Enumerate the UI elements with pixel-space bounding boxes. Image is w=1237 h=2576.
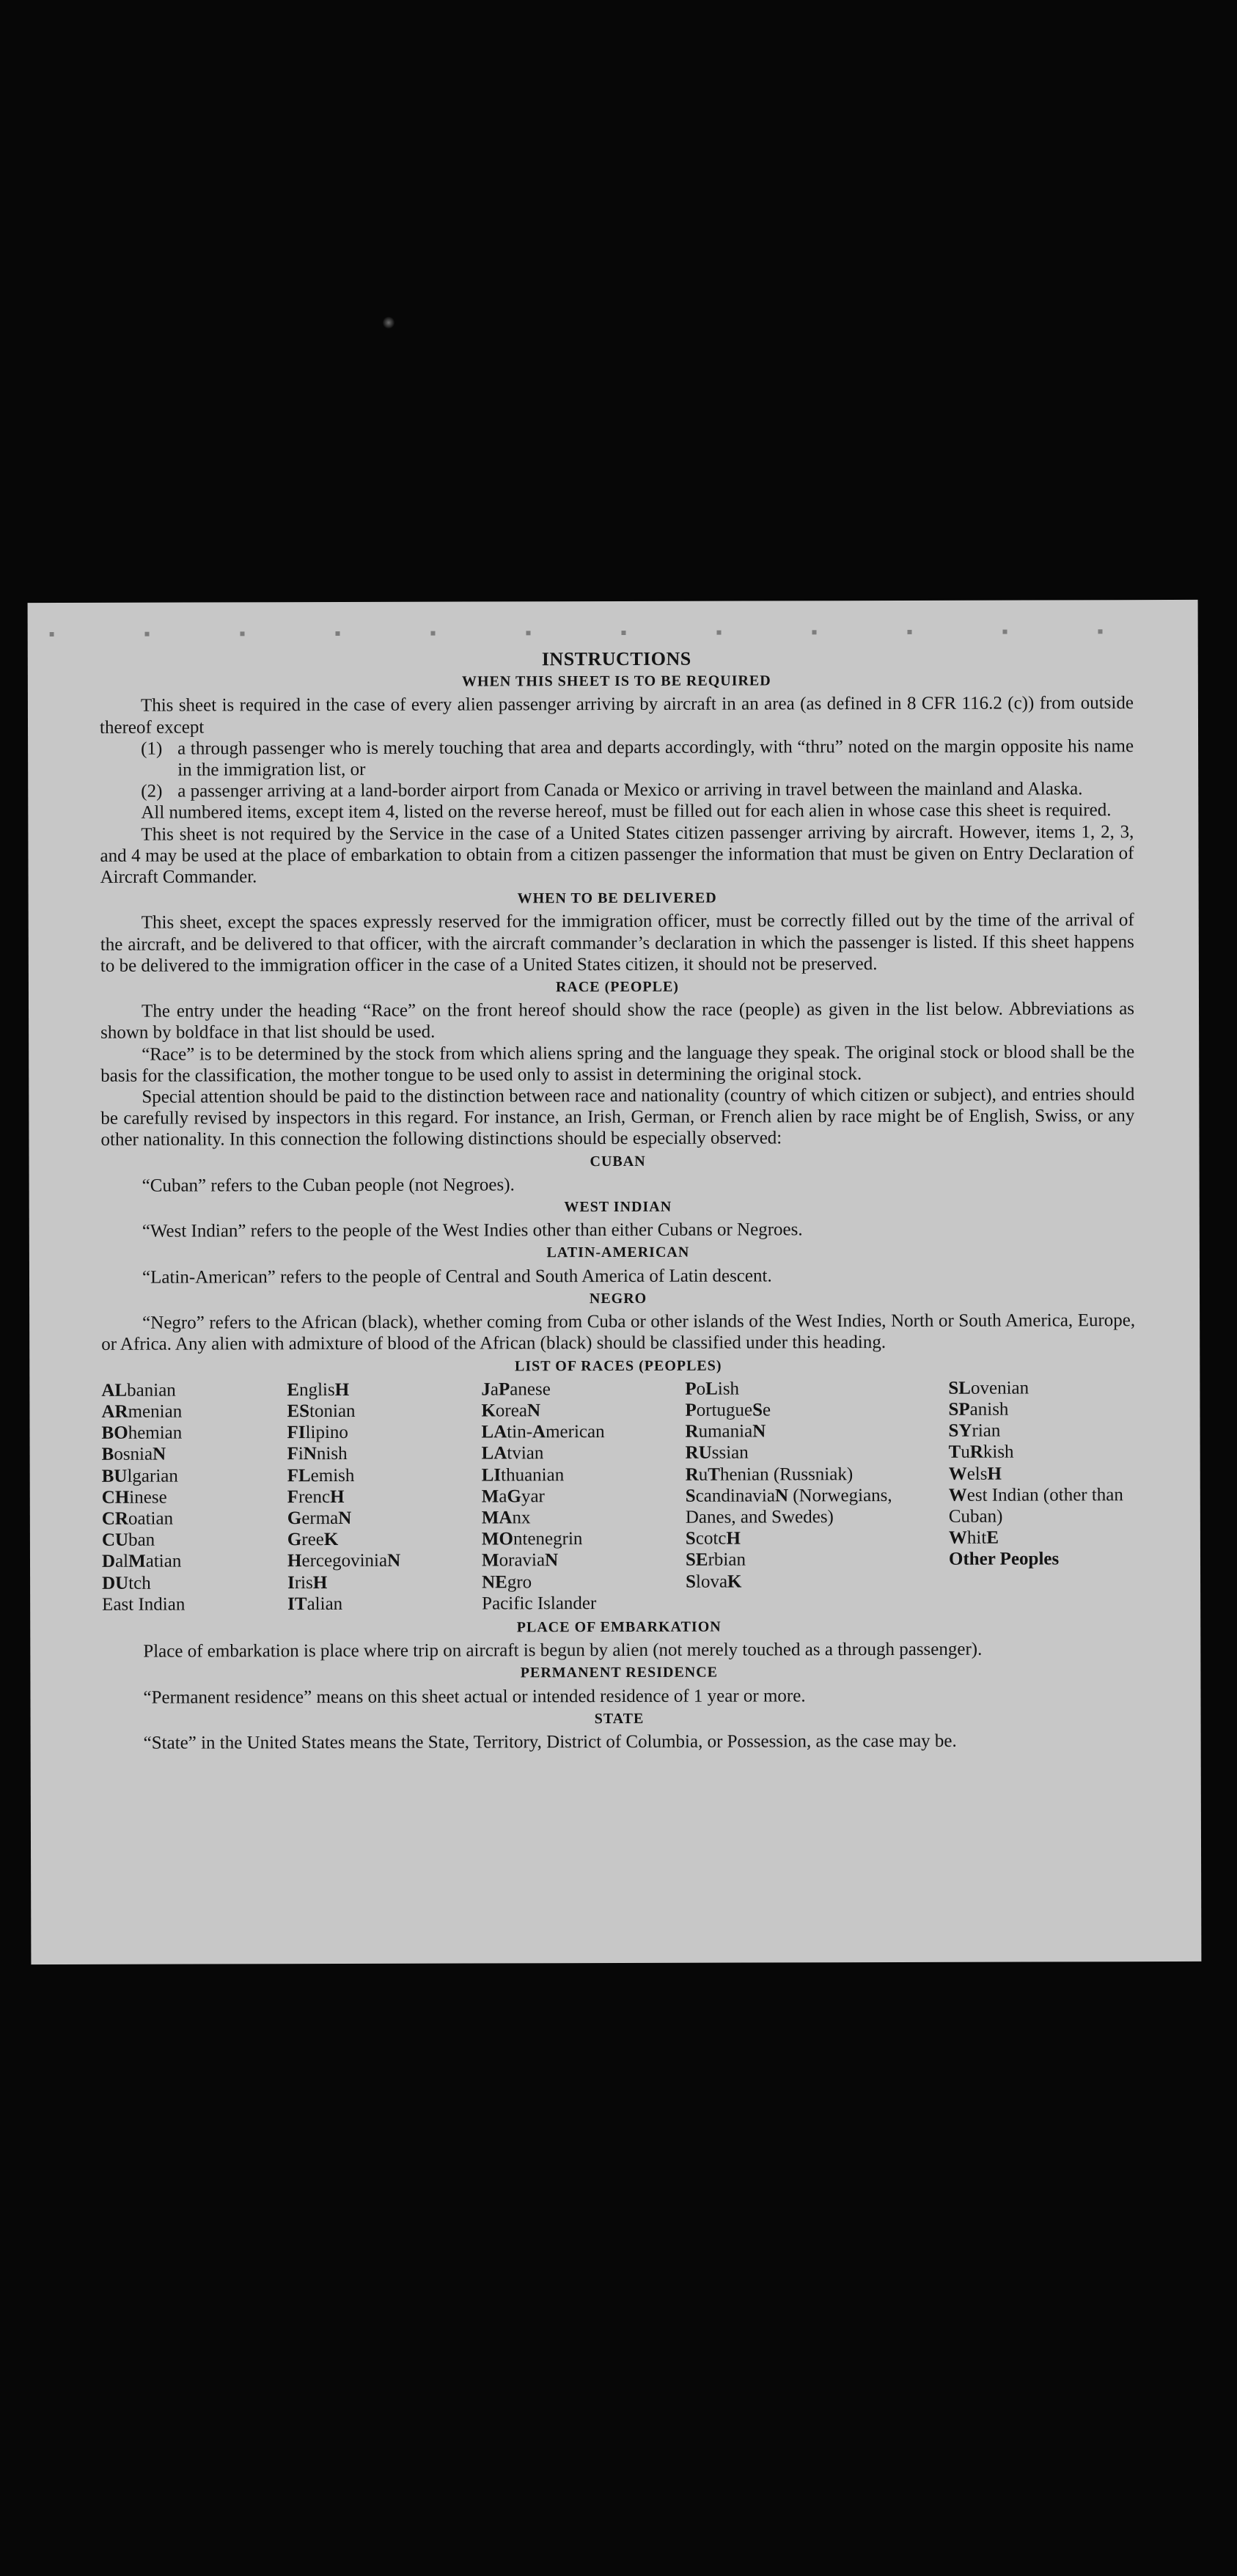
race-entry: LIthuanian <box>481 1464 565 1485</box>
paragraph: This sheet is not required by the Service in the case of a United States citizen passenger arriving by aircraft. However, items 1, 2, 3, and 4 may be used at the place of embarkation to obtain from a citizen passenger the information that must be given on Entry Declaration of Aircraft Commander. <box>100 821 1134 887</box>
section-heading-when-required: WHEN THIS SHEET IS TO BE REQUIRED <box>461 672 771 690</box>
race-entry: MoraviaN <box>481 1550 559 1571</box>
race-entry: BosniaN <box>101 1444 166 1465</box>
race-entry: Pacific Islander <box>482 1593 597 1614</box>
race-entry: WelsH <box>948 1464 1002 1484</box>
races-column <box>685 1378 949 1614</box>
race-entry: FiNnish <box>287 1444 348 1464</box>
list-item <box>141 778 1134 802</box>
race-entry: SLovenian <box>948 1378 1029 1398</box>
section-heading-west-indian: WEST INDIAN <box>564 1198 672 1216</box>
paragraph: “Permanent residence” means on this sheet actual or intended residence of 1 year or more. <box>143 1685 806 1708</box>
dust-speck <box>383 317 394 329</box>
section-heading-residence: PERMANENT RESIDENCE <box>520 1664 719 1681</box>
paragraph: The entry under the heading “Race” on the front hereof should show the race (people) as given in the list below. Abbreviations as shown by boldface in that list should be used. <box>100 999 1135 1043</box>
section-heading-negro: NEGRO <box>589 1290 647 1307</box>
race-entry: MAnx <box>481 1508 531 1528</box>
section-heading-race: RACE (PEOPLE) <box>555 978 679 996</box>
race-entry: LAtin-American <box>481 1422 605 1442</box>
race-entry: CRoatian <box>101 1508 174 1529</box>
race-entry: ITalian <box>287 1593 343 1614</box>
paragraph: “West Indian” refers to the people of the West Indies other than either Cubans or Negroes. <box>142 1219 803 1241</box>
race-entry: PortugueSe <box>685 1400 771 1420</box>
exception-list <box>141 735 1134 802</box>
race-entry: ScotcH <box>685 1528 741 1549</box>
race-entry: FrencH <box>287 1486 345 1507</box>
race-entry: BUlgarian <box>101 1466 178 1486</box>
race-entry: ARmenian <box>101 1401 183 1422</box>
paragraph: “Race” is to be determined by the stock from which aliens spring and the language they speak. The original stock or blood shall be the basis for the classification, the mother tongue to be used only to assist in determining the original stock. <box>100 1041 1135 1086</box>
paragraph: “Negro” refers to the African (black), whether coming from Cuba or other islands of the West Indies, North or South America, Europe, or Africa. Any alien with admixture of blood of the African (black) should be classified under this heading. <box>101 1310 1136 1355</box>
races-column <box>481 1378 686 1614</box>
race-entry: SlovaK <box>686 1571 742 1592</box>
section-heading-when-delivered: WHEN TO BE DELIVERED <box>517 889 717 907</box>
race-entry: PoLish <box>685 1379 740 1399</box>
paragraph: All numbered items, except item 4, listed on the reverse hereof, must be filled out for each alien in whose case this sheet is required. <box>141 800 1112 823</box>
paragraph: Place of embarkation is place where trip on aircraft is begun by alien (not merely touched as a through passenger). <box>143 1639 983 1662</box>
race-entry: RUssian <box>685 1442 749 1464</box>
section-heading-embarkation: PLACE OF EMBARKATION <box>516 1618 722 1636</box>
race-entry: CUban <box>101 1530 155 1550</box>
race-entry: WhitE <box>948 1527 999 1548</box>
race-entry: East Indian <box>102 1594 186 1615</box>
section-heading-races-list: LIST OF RACES (PEOPLES) <box>515 1357 722 1374</box>
races-column <box>287 1379 482 1615</box>
race-entry: Other Peoples <box>948 1549 1060 1570</box>
races-column <box>101 1379 287 1615</box>
race-entry: EStonian <box>287 1401 356 1422</box>
paragraph: “Latin-American” refers to the people of Central and South America of Latin descent. <box>142 1266 772 1288</box>
section-heading-cuban: CUBAN <box>590 1153 646 1170</box>
item-text: a through passenger who is merely touching that area and departs accordingly, with “thru” noted on the margin opposite his name in the immigration list, or <box>177 735 1134 780</box>
section-heading-latin-american: LATIN-AMERICAN <box>546 1244 690 1261</box>
instruction-sheet <box>28 600 1202 1964</box>
race-entry: LAtvian <box>481 1443 544 1464</box>
race-entry: EnglisH <box>287 1379 350 1400</box>
perforation-marks <box>50 629 1176 636</box>
race-entry: DUtch <box>102 1573 151 1593</box>
race-entry: SPanish <box>948 1399 1009 1420</box>
race-entry: RuThenian (Russniak) <box>685 1464 854 1485</box>
item-number: (2) <box>141 781 163 801</box>
race-entry: KoreaN <box>481 1401 541 1421</box>
race-entry: CHinese <box>101 1487 167 1508</box>
paragraph: “State” in the United States means the State, Territory, District of Columbia, or Possession, as the case may be. <box>143 1731 957 1753</box>
paragraph: This sheet is required in the case of every alien passenger arriving by aircraft in an area (as defined in 8 CFR 116.2 (c)) from outside thereof except <box>99 693 1134 738</box>
race-entry: SErbian <box>685 1549 746 1571</box>
race-entry: West Indian (other than Cuban) <box>948 1484 1123 1527</box>
paragraph: This sheet, except the spaces expressly reserved for the immigration officer, must be correctly filled out by the time of the arrival of the aircraft, and be delivered to that officer, with the aircraft commander’s declaration in which the passenger is listed. If this sheet happens to be delivered to the immigration officer in the case of a United States citizen, it should not be preserved. <box>100 910 1134 976</box>
race-entry: BOhemian <box>101 1423 183 1443</box>
item-text: a passenger arriving at a land-border airport from Canada or Mexico or arriving in travel between the mainland and Alaska. <box>177 779 1083 801</box>
race-entry: MaGyar <box>481 1486 545 1507</box>
race-entry: SYrian <box>948 1420 1001 1441</box>
paragraph: Special attention should be paid to the distinction between race and nationality (country of which citizen or subject), and entries should be carefully revised by inspectors in this regard. For instance, an Irish, German, or French alien by race might be of English, Swiss, or any other nationality. In this connection the following distinctions should be especially observed: <box>100 1085 1135 1151</box>
race-entry: TuRkish <box>948 1442 1014 1463</box>
race-entry: GermaN <box>287 1508 352 1529</box>
race-entry: HercegoviniaN <box>287 1551 401 1571</box>
race-entry: IrisH <box>287 1572 328 1593</box>
race-entry: MOntenegrin <box>481 1529 583 1549</box>
race-entry: FIlipino <box>287 1423 348 1443</box>
page-title: INSTRUCTIONS <box>541 647 691 670</box>
races-table <box>101 1377 1136 1615</box>
race-entry: FLemish <box>287 1465 355 1486</box>
race-entry: JaPanese <box>481 1379 551 1400</box>
race-entry: RumaniaN <box>685 1421 766 1442</box>
paragraph: “Cuban” refers to the Cuban people (not Negroes). <box>142 1175 515 1196</box>
item-number: (1) <box>141 738 163 759</box>
race-entry: NEgro <box>482 1571 532 1593</box>
race-entry: ALbanian <box>101 1380 176 1401</box>
list-item <box>141 735 1134 781</box>
races-column <box>948 1377 1139 1613</box>
race-entry: GreeK <box>287 1530 339 1550</box>
race-entry: DalMatian <box>101 1551 182 1572</box>
race-entry: ScandinaviaN (Norwegians, Danes, and Swedes) <box>685 1485 892 1527</box>
section-heading-state: STATE <box>594 1710 645 1727</box>
